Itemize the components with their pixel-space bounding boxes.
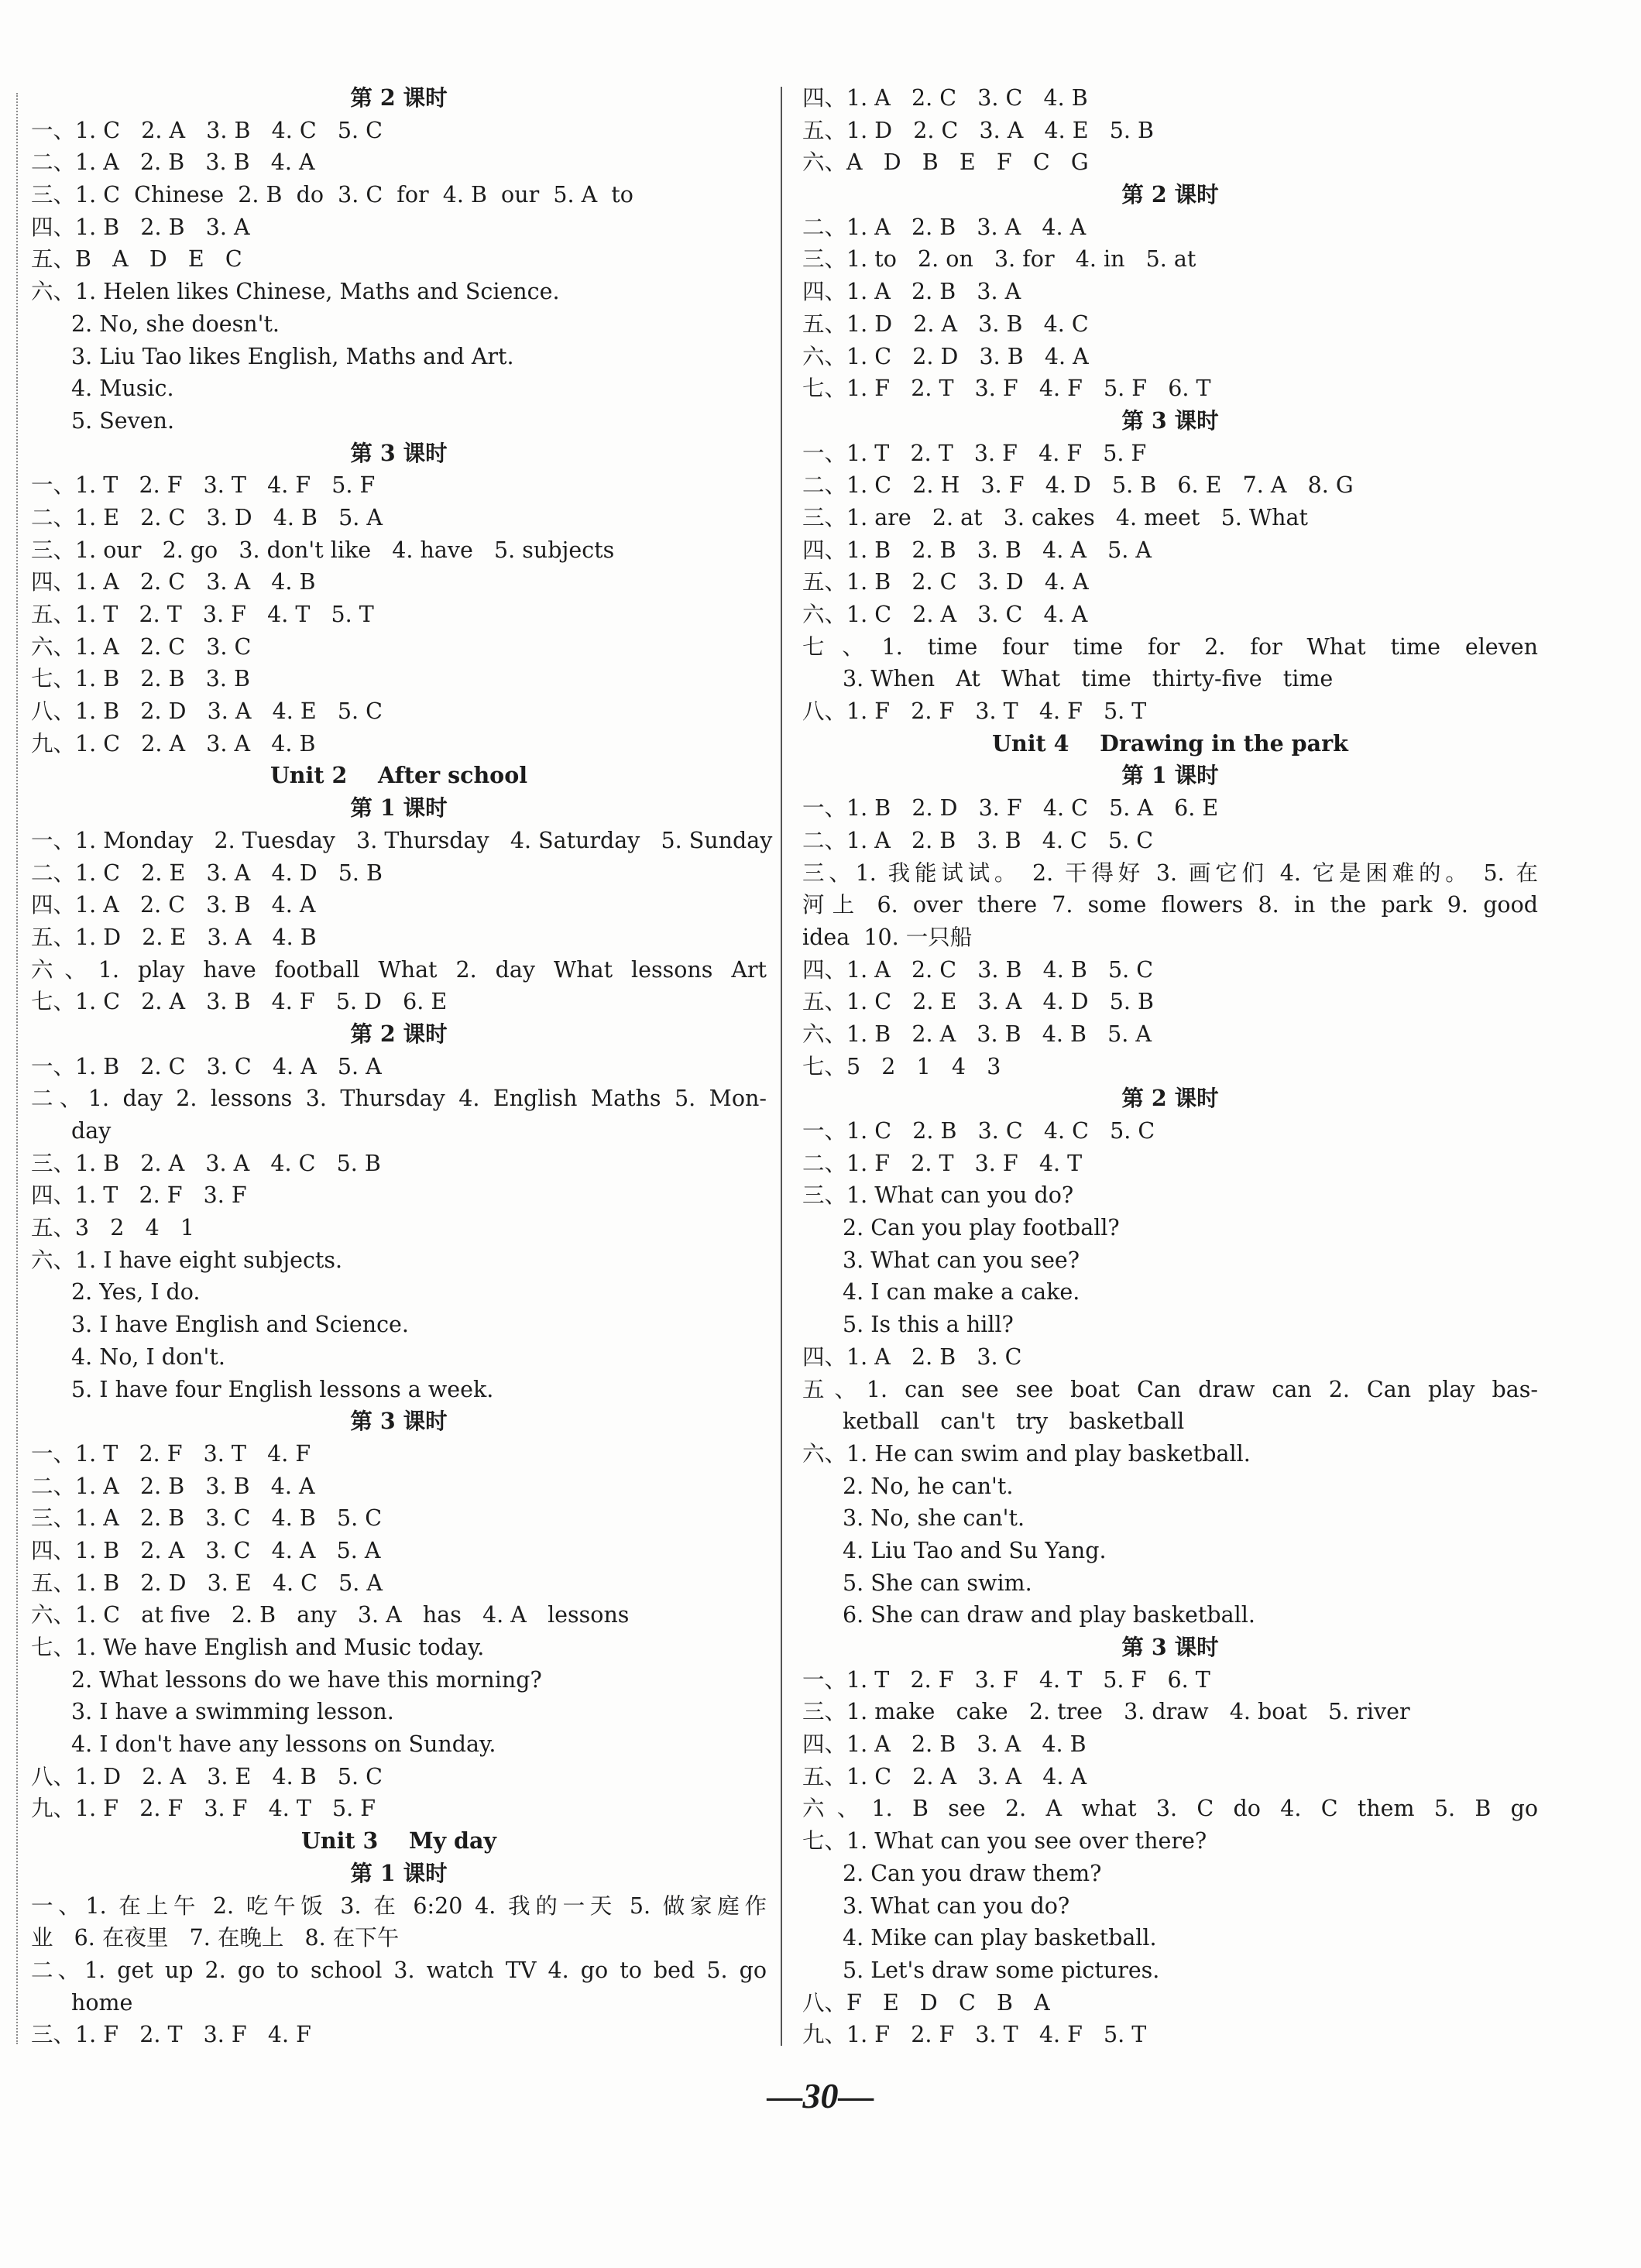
answer-line: home: [71, 1989, 133, 2016]
answer-line: 一、1. B 2. D 3. F 4. C 5. A 6. E: [802, 795, 1219, 822]
answer-line: 4. I can make a cake.: [843, 1279, 1080, 1306]
answer-line: 一、1. B 2. C 3. C 4. A 5. A: [31, 1053, 382, 1079]
answer-line: 三、1. C Chinese 2. B do 3. C for 4. B our 5. A to: [31, 182, 633, 208]
unit-heading: Unit 3 My day: [301, 1827, 496, 1855]
answer-line: 二、1. C 2. E 3. A 4. D 5. B: [31, 860, 383, 886]
answer-line: day: [71, 1118, 112, 1144]
lesson-heading: 第 3 课时: [350, 1408, 448, 1435]
answer-line: 四、1. A 2. C 3. B 4. B 5. C: [802, 956, 1154, 983]
answer-line: 二、1. E 2. C 3. D 4. B 5. A: [31, 504, 383, 530]
answer-line: 四、1. B 2. B 3. B 4. A 5. A: [802, 537, 1152, 563]
answer-line: 5. Is this a hill?: [843, 1312, 1014, 1338]
answer-line: 一、1. C 2. B 3. C 4. C 5. C: [802, 1118, 1155, 1144]
answer-line: 六、1. Helen likes Chinese, Maths and Science.: [31, 279, 560, 305]
answer-line: 2. Can you play football?: [843, 1215, 1120, 1241]
answer-line: 四、1. A 2. C 3. B 4. A: [31, 892, 316, 918]
answer-line: 一、1. T 2. F 3. T 4. F: [31, 1440, 311, 1467]
answer-line: 4. I don't have any lessons on Sunday.: [71, 1731, 496, 1758]
answer-line: 5. Seven.: [71, 407, 175, 434]
binding-edge: [16, 93, 18, 2044]
answer-line: 一、1. 在上午 2. 吃午饭 3. 在 6:20 4. 我的一天 5. 做家庭作: [31, 1892, 767, 1919]
answer-line: 二、1. A 2. B 3. A 4. A: [802, 214, 1087, 240]
answer-line: 一、1. C 2. A 3. B 4. C 5. C: [31, 117, 383, 143]
answer-line: 一、1. T 2. F 3. T 4. F 5. F: [31, 472, 376, 499]
unit-heading: Unit 2 After school: [269, 762, 528, 789]
answer-line: 三、1. What can you do?: [802, 1182, 1074, 1209]
answer-line: 六、A D B E F C G: [802, 149, 1089, 176]
unit-heading: Unit 4 Drawing in the park: [992, 729, 1348, 757]
answer-line: 五、3 2 4 1: [31, 1215, 195, 1241]
answer-line: 九、1. C 2. A 3. A 4. B: [31, 730, 316, 757]
answer-line: 5. Let's draw some pictures.: [843, 1957, 1160, 1983]
answer-line: 三、1. are 2. at 3. cakes 4. meet 5. What: [802, 504, 1308, 530]
answer-line: 四、1. A 2. B 3. A: [802, 279, 1021, 305]
answer-line: 六、1. B see 2. A what 3. C do 4. C them 5. B go: [802, 1796, 1538, 1822]
answer-line: 一、1. T 2. T 3. F 4. F 5. F: [802, 440, 1147, 466]
left-column: [31, 82, 773, 2051]
answer-line: 四、1. A 2. C 3. C 4. B: [802, 85, 1088, 111]
answer-line: 四、1. B 2. A 3. C 4. A 5. A: [31, 1537, 381, 1563]
answer-line: 一、1. Monday 2. Tuesday 3. Thursday 4. Saturday 5. Sunday: [31, 827, 773, 853]
lesson-heading: 第 3 课时: [350, 439, 448, 466]
answer-line: 八、F E D C B A: [802, 1989, 1050, 2016]
lesson-heading: 第 3 课时: [1121, 1634, 1219, 1660]
answer-line: 河上 6. over there 7. some flowers 8. in the park 9. good: [802, 892, 1538, 918]
answer-line: 3. I have English and Science.: [71, 1312, 409, 1338]
lesson-heading: 第 1 课时: [1121, 762, 1219, 789]
lesson-heading: 第 2 课时: [350, 84, 448, 111]
answer-line: 七、1. C 2. A 3. B 4. F 5. D 6. E: [31, 989, 448, 1015]
answer-line: 五、B A D E C: [31, 246, 242, 273]
answer-line: 五、1. D 2. E 3. A 4. B: [31, 924, 317, 950]
answer-line: 八、1. D 2. A 3. E 4. B 5. C: [31, 1763, 383, 1789]
answer-line: 五、1. B 2. D 3. E 4. C 5. A: [31, 1570, 383, 1596]
lesson-heading: 第 2 课时: [350, 1020, 448, 1047]
answer-line: 3. No, she can't.: [843, 1505, 1025, 1532]
answer-line: 6. She can draw and play basketball.: [843, 1602, 1255, 1628]
lesson-heading: 第 2 课时: [1121, 181, 1219, 208]
answer-line: 六、1. He can swim and play basketball.: [802, 1440, 1251, 1467]
answer-line: 二、1. A 2. B 3. B 4. A: [31, 149, 315, 176]
answer-line: 四、1. T 2. F 3. F: [31, 1182, 247, 1209]
answer-line: 2. Can you draw them?: [843, 1860, 1102, 1886]
answer-line: 三、1. make cake 2. tree 3. draw 4. boat 5. river: [802, 1699, 1410, 1725]
answer-line: 七、1. What can you see over there?: [802, 1828, 1207, 1855]
answer-line: 五、1. C 2. E 3. A 4. D 5. B: [802, 989, 1154, 1015]
answer-line: 六、1. I have eight subjects.: [31, 1247, 343, 1273]
answer-line: 二、1. get up 2. go to school 3. watch TV 4. go to bed 5. go: [31, 1957, 767, 1983]
answer-line: 五、1. B 2. C 3. D 4. A: [802, 569, 1089, 595]
answer-line: 七、1. F 2. T 3. F 4. F 5. F 6. T: [802, 376, 1211, 402]
answer-line: 四、1. A 2. B 3. C: [802, 1343, 1022, 1370]
answer-line: 2. What lessons do we have this morning?: [71, 1666, 542, 1693]
answer-line: 4. Liu Tao and Su Yang.: [843, 1537, 1107, 1563]
answer-line: 八、1. F 2. F 3. T 4. F 5. T: [802, 698, 1147, 725]
answer-line: 一、1. T 2. F 3. F 4. T 5. F 6. T: [802, 1666, 1210, 1693]
answer-line: 三、1. A 2. B 3. C 4. B 5. C: [31, 1505, 383, 1532]
right-column: [802, 82, 1538, 2051]
answer-line: 业 6. 在夜里 7. 在晚上 8. 在下午: [31, 1925, 400, 1951]
answer-line: 六、1. C 2. A 3. C 4. A: [802, 602, 1088, 627]
answer-line: 三、1. B 2. A 3. A 4. C 5. B: [31, 1150, 381, 1176]
lesson-heading: 第 1 课时: [350, 794, 448, 822]
answer-line: ketball can't try basketball: [843, 1408, 1185, 1435]
answer-line: 四、1. A 2. B 3. A 4. B: [802, 1731, 1087, 1758]
answer-line: 三、1. 我能试试。 2. 干得好 3. 画它们 4. 它是困难的。 5. 在: [802, 860, 1538, 886]
answer-line: 三、1. our 2. go 3. don't like 4. have 5. subjects: [31, 537, 615, 563]
answer-line: 五、1. C 2. A 3. A 4. A: [802, 1763, 1087, 1789]
column-divider: [781, 87, 782, 2046]
answer-line: 六、1. play have football What 2. day What lessons Art: [31, 956, 767, 983]
answer-line: 五、1. D 2. C 3. A 4. E 5. B: [802, 117, 1154, 143]
answer-line: 2. No, she doesn't.: [71, 311, 280, 337]
answer-line: 3. I have a swimming lesson.: [71, 1699, 394, 1725]
answer-line: 五、1. can see see boat Can draw can 2. Can play bas-: [802, 1376, 1538, 1402]
answer-line: 七、1. We have English and Music today.: [31, 1635, 485, 1660]
answer-line: 2. Yes, I do.: [71, 1279, 201, 1306]
answer-line: 3. Liu Tao likes English, Maths and Art.: [71, 343, 514, 369]
answer-line: 二、1. day 2. lessons 3. Thursday 4. English Maths 5. Mon-: [31, 1086, 767, 1112]
lesson-heading: 第 3 课时: [1121, 407, 1219, 434]
answer-line: 六、1. B 2. A 3. B 4. B 5. A: [802, 1021, 1152, 1047]
answer-line: 二、1. A 2. B 3. B 4. C 5. C: [802, 827, 1154, 853]
answer-line: 3. When At What time thirty-five time: [843, 666, 1334, 692]
answer-line: 二、1. C 2. H 3. F 4. D 5. B 6. E 7. A 8. G: [802, 472, 1354, 499]
answer-line: 五、1. T 2. T 3. F 4. T 5. T: [31, 602, 374, 627]
lesson-heading: 第 2 课时: [1121, 1085, 1219, 1112]
answer-line: 三、1. F 2. T 3. F 4. F: [31, 2022, 311, 2048]
answer-line: 九、1. F 2. F 3. F 4. T 5. F: [31, 1796, 376, 1822]
answer-line: 六、1. C 2. D 3. B 4. A: [802, 343, 1089, 369]
answer-line: 5. I have four English lessons a week.: [71, 1376, 494, 1402]
answer-line: 二、1. A 2. B 3. B 4. A: [31, 1473, 315, 1499]
answer-line: 4. No, I don't.: [71, 1343, 225, 1370]
answer-line: 4. Music.: [71, 376, 174, 402]
answer-line: idea 10. 一只船: [802, 924, 973, 950]
answer-line: 七、1. time four time for 2. for What time eleven: [802, 633, 1538, 660]
answer-line: 3. What can you do?: [843, 1892, 1070, 1919]
answer-line: 5. She can swim.: [843, 1570, 1032, 1596]
answer-line: 八、1. B 2. D 3. A 4. E 5. C: [31, 698, 383, 725]
answer-line: 七、5 2 1 4 3: [802, 1053, 1001, 1079]
lesson-heading: 第 1 课时: [350, 1859, 448, 1886]
page-number: —30—: [767, 2076, 874, 2115]
answer-line: 四、1. A 2. C 3. A 4. B: [31, 569, 316, 595]
answer-line: 六、1. A 2. C 3. C: [31, 633, 252, 660]
answer-line: 五、1. D 2. A 3. B 4. C: [802, 311, 1089, 337]
answer-line: 三、1. to 2. on 3. for 4. in 5. at: [802, 246, 1196, 273]
answer-line: 4. Mike can play basketball.: [843, 1925, 1157, 1951]
answer-line: 七、1. B 2. B 3. B: [31, 666, 250, 692]
answer-line: 2. No, he can't.: [843, 1473, 1014, 1499]
answer-line: 六、1. C at five 2. B any 3. A has 4. A lessons: [31, 1602, 630, 1628]
answer-line: 四、1. B 2. B 3. A: [31, 214, 250, 240]
answer-line: 九、1. F 2. F 3. T 4. F 5. T: [802, 2022, 1147, 2048]
answer-line: 二、1. F 2. T 3. F 4. T: [802, 1150, 1083, 1176]
answer-line: 3. What can you see?: [843, 1247, 1080, 1273]
